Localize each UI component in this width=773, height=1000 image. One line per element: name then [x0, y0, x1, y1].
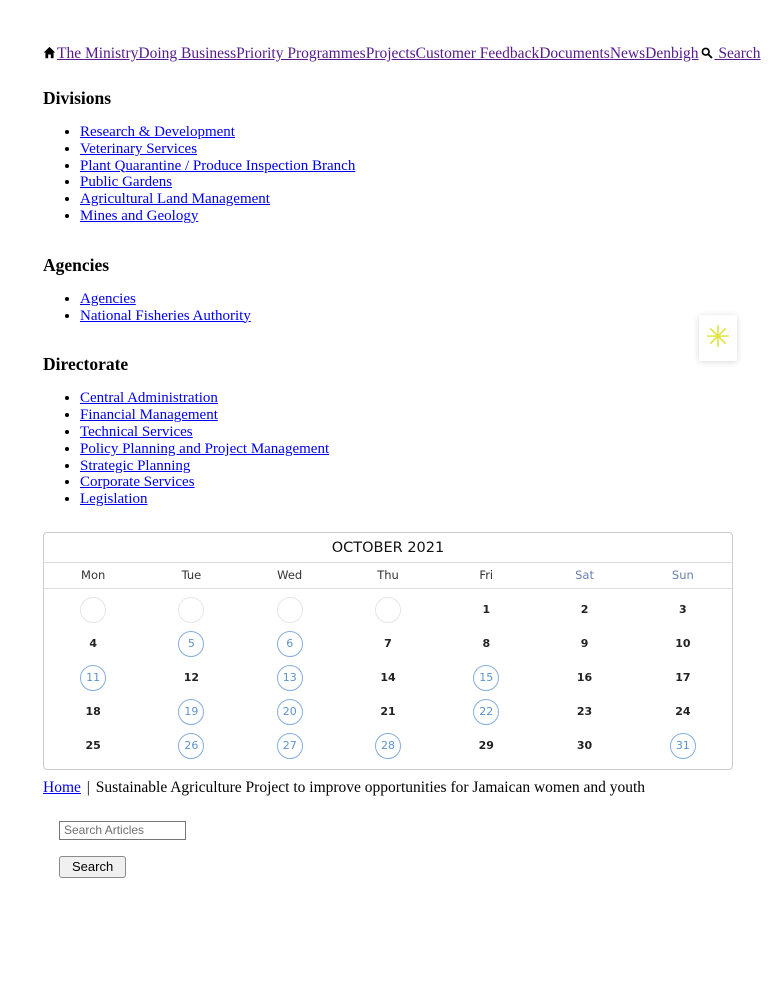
calendar-day-20-event[interactable]: 20 [277, 699, 303, 725]
link-list-divisions [43, 124, 733, 225]
calendar-cell [437, 661, 535, 695]
list-item [80, 308, 733, 325]
calendar-cell [44, 695, 142, 729]
calendar-cell [142, 627, 240, 661]
search-area [59, 821, 733, 878]
link-strategic-planning[interactable]: Strategic Planning [80, 457, 191, 474]
list-item [80, 491, 733, 508]
calendar-day-28-event[interactable]: 28 [375, 733, 401, 759]
list-item [80, 191, 733, 208]
section-directorate [43, 354, 733, 508]
day-header-fri: Fri [479, 567, 494, 582]
calendar-day-4: 4 [89, 637, 97, 651]
calendar-day-1: 1 [482, 603, 491, 617]
calendar-cell [634, 695, 732, 729]
calendar-day-26-event[interactable]: 26 [178, 733, 204, 759]
day-header-thu: Thu [377, 567, 399, 582]
asterisk-burst-icon: ✳ [705, 320, 731, 355]
list-item [80, 441, 733, 458]
calendar-day-6-event[interactable]: 6 [277, 631, 303, 657]
breadcrumb [43, 779, 733, 797]
calendar-cell [241, 627, 339, 661]
calendar-cell [634, 729, 732, 763]
list-item [80, 390, 733, 407]
top-nav [43, 44, 761, 63]
link-financial-management[interactable]: Financial Management [80, 407, 218, 424]
calendar-day-17: 17 [675, 671, 691, 685]
calendar-cell [634, 661, 732, 695]
list-item [80, 407, 733, 424]
calendar-day-3: 3 [679, 603, 687, 617]
calendar-day-10: 10 [675, 637, 691, 651]
link-technical-services[interactable]: Technical Services [80, 423, 193, 440]
calendar-day-9: 9 [580, 637, 589, 651]
link-list-agencies [43, 291, 733, 325]
calendar-cell [535, 627, 633, 661]
nav-link-denbigh[interactable]: Denbigh [645, 45, 699, 62]
list-item [80, 208, 733, 225]
calendar-day-25: 25 [85, 739, 101, 753]
calendar-cell [634, 627, 732, 661]
search-icon [701, 45, 713, 62]
calendar-cell [339, 593, 437, 627]
calendar-cell [44, 593, 142, 627]
list-item [80, 291, 733, 308]
link-policy-planning-and-project-management[interactable]: Policy Planning and Project Management [80, 440, 330, 457]
calendar-day-24: 24 [675, 705, 691, 719]
event-calendar [43, 532, 733, 770]
day-header-sun: Sun [671, 567, 694, 582]
calendar-cell [241, 593, 339, 627]
calendar-grid [44, 589, 732, 769]
list-item [80, 174, 733, 191]
link-national-fisheries-authority[interactable]: National Fisheries Authority [80, 307, 251, 324]
calendar-cell [241, 661, 339, 695]
link-plant-quarantine-produce-inspection-branch[interactable]: Plant Quarantine / Produce Inspection Branch [80, 157, 356, 174]
calendar-cell [634, 593, 732, 627]
calendar-cell [535, 661, 633, 695]
calendar-cell [437, 729, 535, 763]
calendar-day-19-event[interactable]: 19 [178, 699, 204, 725]
link-research-development[interactable]: Research & Development [80, 124, 235, 140]
calendar-cell [142, 593, 240, 627]
breadcrumb-separator: | [86, 778, 90, 796]
calendar-day-23: 23 [576, 705, 593, 719]
nav-links [57, 45, 761, 62]
calendar-cell [44, 661, 142, 695]
calendar-cell [535, 729, 633, 763]
calendar-cell [437, 627, 535, 661]
calendar-day-29: 29 [478, 739, 494, 753]
section-title-agencies: Agencies [43, 254, 110, 275]
link-central-administration[interactable]: Central Administration [80, 390, 218, 407]
list-item [80, 158, 733, 175]
nav-link-doing-business[interactable]: Doing Business [138, 45, 237, 62]
calendar-cell [44, 729, 142, 763]
section-divisions [43, 88, 733, 225]
calendar-day-empty [375, 597, 401, 623]
link-public-gardens[interactable]: Public Gardens [80, 174, 173, 191]
calendar-day-8: 8 [482, 637, 491, 651]
calendar-cell [241, 729, 339, 763]
calendar-cell [339, 695, 437, 729]
calendar-day-12: 12 [183, 671, 200, 685]
calendar-day-21: 21 [380, 705, 396, 719]
calendar-cell [339, 627, 437, 661]
list-item [80, 424, 733, 441]
calendar-cell [437, 695, 535, 729]
section-title-divisions: Divisions [43, 88, 112, 108]
list-item [80, 124, 733, 141]
search-articles-input[interactable] [59, 821, 186, 840]
nav-link-projects[interactable]: Projects [365, 45, 416, 62]
breadcrumb-home-link[interactable]: Home [43, 778, 81, 796]
link-legislation[interactable]: Legislation [80, 491, 148, 508]
calendar-cell [535, 695, 633, 729]
nav-link-the-ministry[interactable]: The Ministry [57, 45, 139, 62]
calendar-cell [142, 695, 240, 729]
nav-link-news[interactable]: News [609, 45, 646, 62]
calendar-day-7: 7 [384, 637, 392, 651]
day-header-tue: Tue [181, 567, 202, 582]
calendar-day-15-event[interactable]: 15 [473, 665, 499, 691]
calendar-cell [339, 661, 437, 695]
calendar-cell [241, 695, 339, 729]
calendar-day-30: 30 [576, 739, 593, 753]
calendar-day-13-event[interactable]: 13 [277, 665, 303, 691]
calendar-day-11-event[interactable]: 11 [80, 665, 106, 691]
calendar-day-31-event[interactable]: 31 [670, 733, 696, 759]
calendar-day-14: 14 [380, 671, 396, 685]
calendar-cell [535, 593, 633, 627]
link-agencies[interactable]: Agencies [80, 290, 136, 307]
calendar-cell [142, 729, 240, 763]
link-agricultural-land-management[interactable]: Agricultural Land Management [80, 191, 270, 208]
calendar-day-22-event[interactable]: 22 [473, 699, 499, 725]
calendar-cell [44, 627, 142, 661]
list-item [80, 458, 733, 475]
list-item [80, 474, 733, 491]
calendar-cell [142, 661, 240, 695]
home-icon [43, 46, 56, 59]
link-corporate-services[interactable]: Corporate Services [80, 474, 195, 491]
day-header-mon: Mon [81, 567, 106, 582]
search-button[interactable]: Search [59, 856, 126, 878]
calendar-cell [339, 729, 437, 763]
nav-link-search[interactable]: Search [699, 45, 761, 62]
link-veterinary-services[interactable]: Veterinary Services [80, 140, 198, 157]
calendar-day-empty [178, 597, 204, 623]
nav-link-documents[interactable]: Documents [539, 45, 610, 62]
accessibility-widget-button[interactable] [699, 315, 737, 361]
calendar-title: OCTOBER 2021 [44, 533, 732, 563]
day-header-sat: Sat [575, 567, 594, 582]
calendar-day-empty [80, 597, 106, 623]
link-mines-and-geology[interactable]: Mines and Geology [80, 207, 199, 224]
list-item [80, 141, 733, 158]
home-link[interactable] [43, 45, 56, 62]
calendar-day-16: 16 [576, 671, 593, 685]
calendar-day-5-event[interactable]: 5 [178, 631, 204, 657]
link-list-directorate [43, 390, 733, 508]
section-agencies [43, 255, 733, 325]
nav-link-priority-programmes[interactable]: Priority Programmes [236, 45, 366, 62]
calendar-cell [437, 593, 535, 627]
nav-link-customer-feedback[interactable]: Customer Feedback [415, 45, 540, 62]
breadcrumb-page-title: Sustainable Agriculture Project to improve opportunities for Jamaican women and youth [95, 778, 646, 796]
section-title-directorate: Directorate [43, 354, 129, 375]
calendar-day-27-event[interactable]: 27 [277, 733, 303, 759]
calendar-day-2: 2 [580, 603, 589, 617]
day-header-wed: Wed [277, 567, 303, 582]
calendar-day-18: 18 [85, 705, 101, 719]
calendar-day-headers [44, 563, 732, 589]
calendar-day-empty [277, 597, 303, 623]
sections [43, 88, 733, 508]
